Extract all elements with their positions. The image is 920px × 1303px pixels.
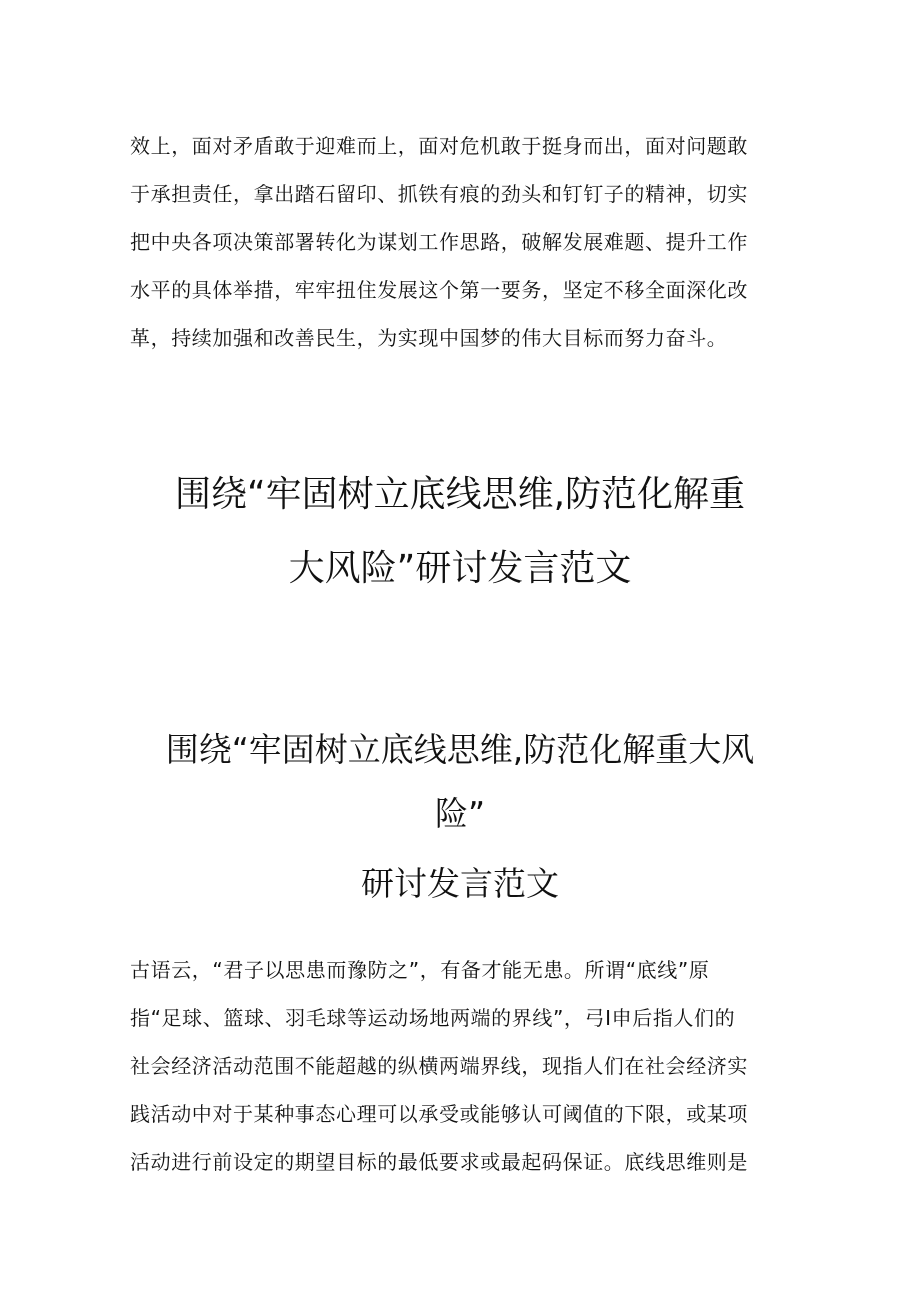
paragraph-line: 于承担责任，拿出踏石留印、抓铁有痕的劲头和钉钉子的精神，切实 <box>130 182 748 206</box>
paragraph-line: 践活动中对于某种事态心理可以承受或能够认可阈值的下限，或某项 <box>130 1102 748 1126</box>
title-line: 研讨发言范文 <box>361 864 559 903</box>
paragraph-line: 水平的具体举措，牢牢扭住发展这个第一要务，坚定不移全面深化改 <box>130 278 748 302</box>
document-title-large <box>60 458 860 606</box>
title-line: 险” <box>434 794 486 833</box>
paragraph-line: 社会经济活动范围不能超越的纵横两端界线，现指人们在社会经济实 <box>130 1054 748 1078</box>
body-paragraph <box>130 946 770 1186</box>
title-line: 大风险”研讨发言范文 <box>288 548 632 589</box>
paragraph-line: 把中央各项决策部署转化为谋划工作思路，破解发展难题、提升工作 <box>130 230 748 254</box>
document-title-second <box>60 718 860 916</box>
paragraph-line: 效上，面对矛盾敢于迎难而上，面对危机敢于挺身而出，面对问题敢 <box>130 134 748 158</box>
paragraph-line: 革，持续加强和改善民生，为实现中国梦的伟大目标而努力奋斗。 <box>130 326 728 350</box>
paragraph-line: 活动进行前设定的期望目标的最低要求或最起码保证。底线思维则是 <box>130 1150 748 1174</box>
intro-paragraph <box>130 122 770 362</box>
paragraph-line: 古语云，“君子以思患而豫防之”，有备才能无患。所谓“底线”原 <box>130 958 710 982</box>
title-line: 围绕“牢固树立底线思维,防范化解重 <box>174 474 746 515</box>
paragraph-line: 指“足球、篮球、羽毛球等运动场地两端的界线”，弓I申后指人们的 <box>130 1006 736 1030</box>
title-line: 围绕“牢固树立底线思维,防范化解重大风 <box>165 730 755 769</box>
